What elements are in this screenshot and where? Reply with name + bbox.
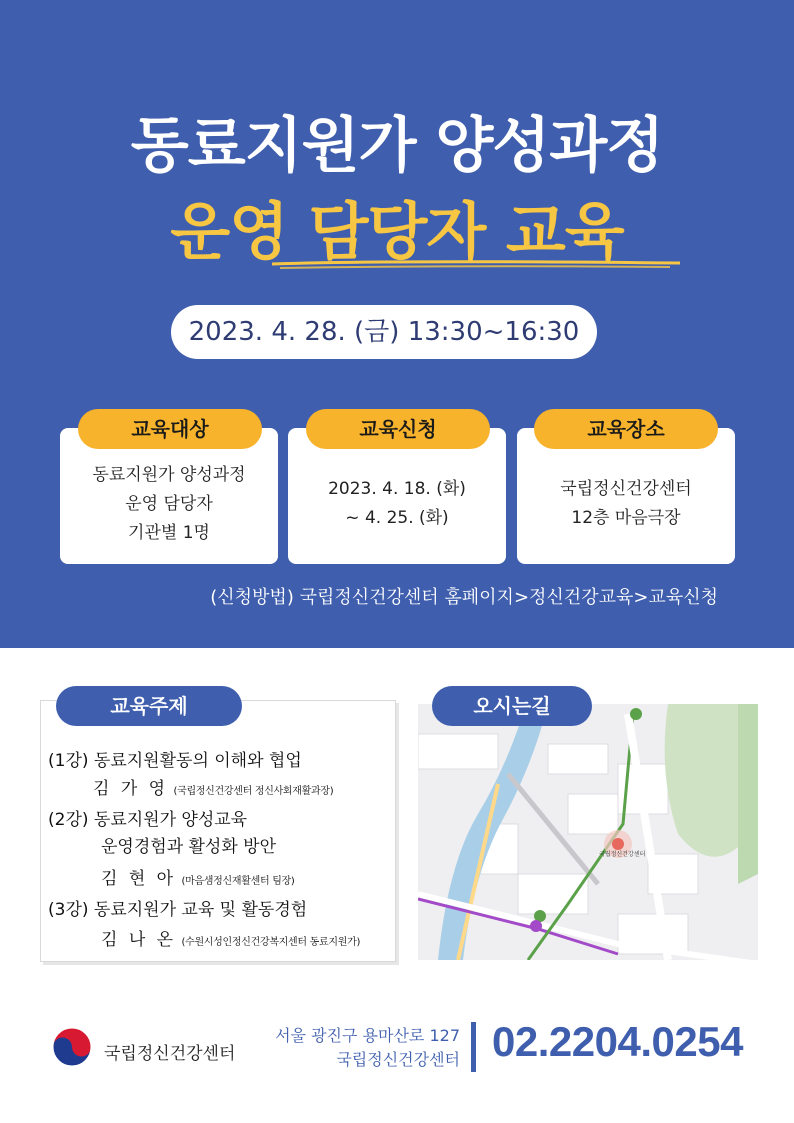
page-title: 동료지원가 양성과정 (130, 111, 664, 181)
speaker-affiliation: (수원시성인정신건강복지센터 동료지원가) (181, 937, 361, 948)
speaker-affiliation: (국립정신건강센터 정신사회재활과장) (173, 786, 334, 797)
address-line-2: 국립정신건강센터 (336, 1050, 460, 1069)
speaker-name: 김 현 아 (101, 869, 177, 889)
map-tag: 오시는길 (432, 686, 592, 726)
lecture-1-speaker (93, 774, 333, 799)
card-line: ~ 4. 25. (화) (345, 508, 449, 528)
lecture-2-speaker (101, 864, 295, 889)
tag-location: 교육장소 (534, 409, 718, 449)
location-map[interactable] (418, 704, 758, 960)
underline-brush (270, 258, 682, 272)
phone-number[interactable]: 02.2204.0254 (492, 1018, 743, 1065)
taegeuk-logo-icon (52, 1027, 92, 1067)
page-subtitle: 운영 담당자 교육 (170, 195, 624, 268)
lecture-2-title-2: 운영경험과 활성화 방안 (101, 837, 277, 857)
topics-tag: 교육주제 (56, 686, 242, 726)
topics-box (40, 700, 396, 962)
event-datetime: 2023. 4. 28. (금) 13:30~16:30 (171, 305, 597, 359)
card-line: 운영 담당자 (125, 493, 213, 514)
svg-text:국립정신건강센터: 국립정신건강센터 (599, 851, 646, 858)
address-line-1: 서울 광진구 용마산로 127 (275, 1026, 460, 1045)
speaker-name: 김 가 영 (93, 779, 169, 799)
divider (471, 1022, 476, 1072)
card-line: 2023. 4. 18. (화) (328, 479, 466, 499)
tag-application: 교육신청 (306, 409, 490, 449)
card-line: 기관별 1명 (128, 522, 210, 543)
speaker-name: 김 나 온 (101, 930, 177, 950)
apply-method: (신청방법) 국립정신건강센터 홈페이지>정신건강교육>교육신청 (210, 587, 718, 608)
card-line: 동료지원가 양성과정 (92, 464, 246, 485)
lecture-3-speaker (101, 925, 360, 950)
card-line: 국립정신건강센터 (560, 479, 692, 499)
map-drawing (418, 704, 758, 960)
address (250, 1024, 460, 1072)
org-name: 국립정신건강센터 (104, 1044, 236, 1064)
lecture-3-title: (3강) 동료지원가 교육 및 활동경험 (48, 900, 308, 920)
tag-target: 교육대상 (78, 409, 262, 449)
card-line: 12층 마음극장 (571, 508, 681, 528)
speaker-affiliation: (마음샘정신재활센터 팀장) (181, 876, 295, 887)
lecture-2-title: (2강) 동료지원가 양성교육 (48, 810, 248, 830)
lecture-1-title: (1강) 동료지원활동의 이해와 협업 (48, 751, 302, 771)
